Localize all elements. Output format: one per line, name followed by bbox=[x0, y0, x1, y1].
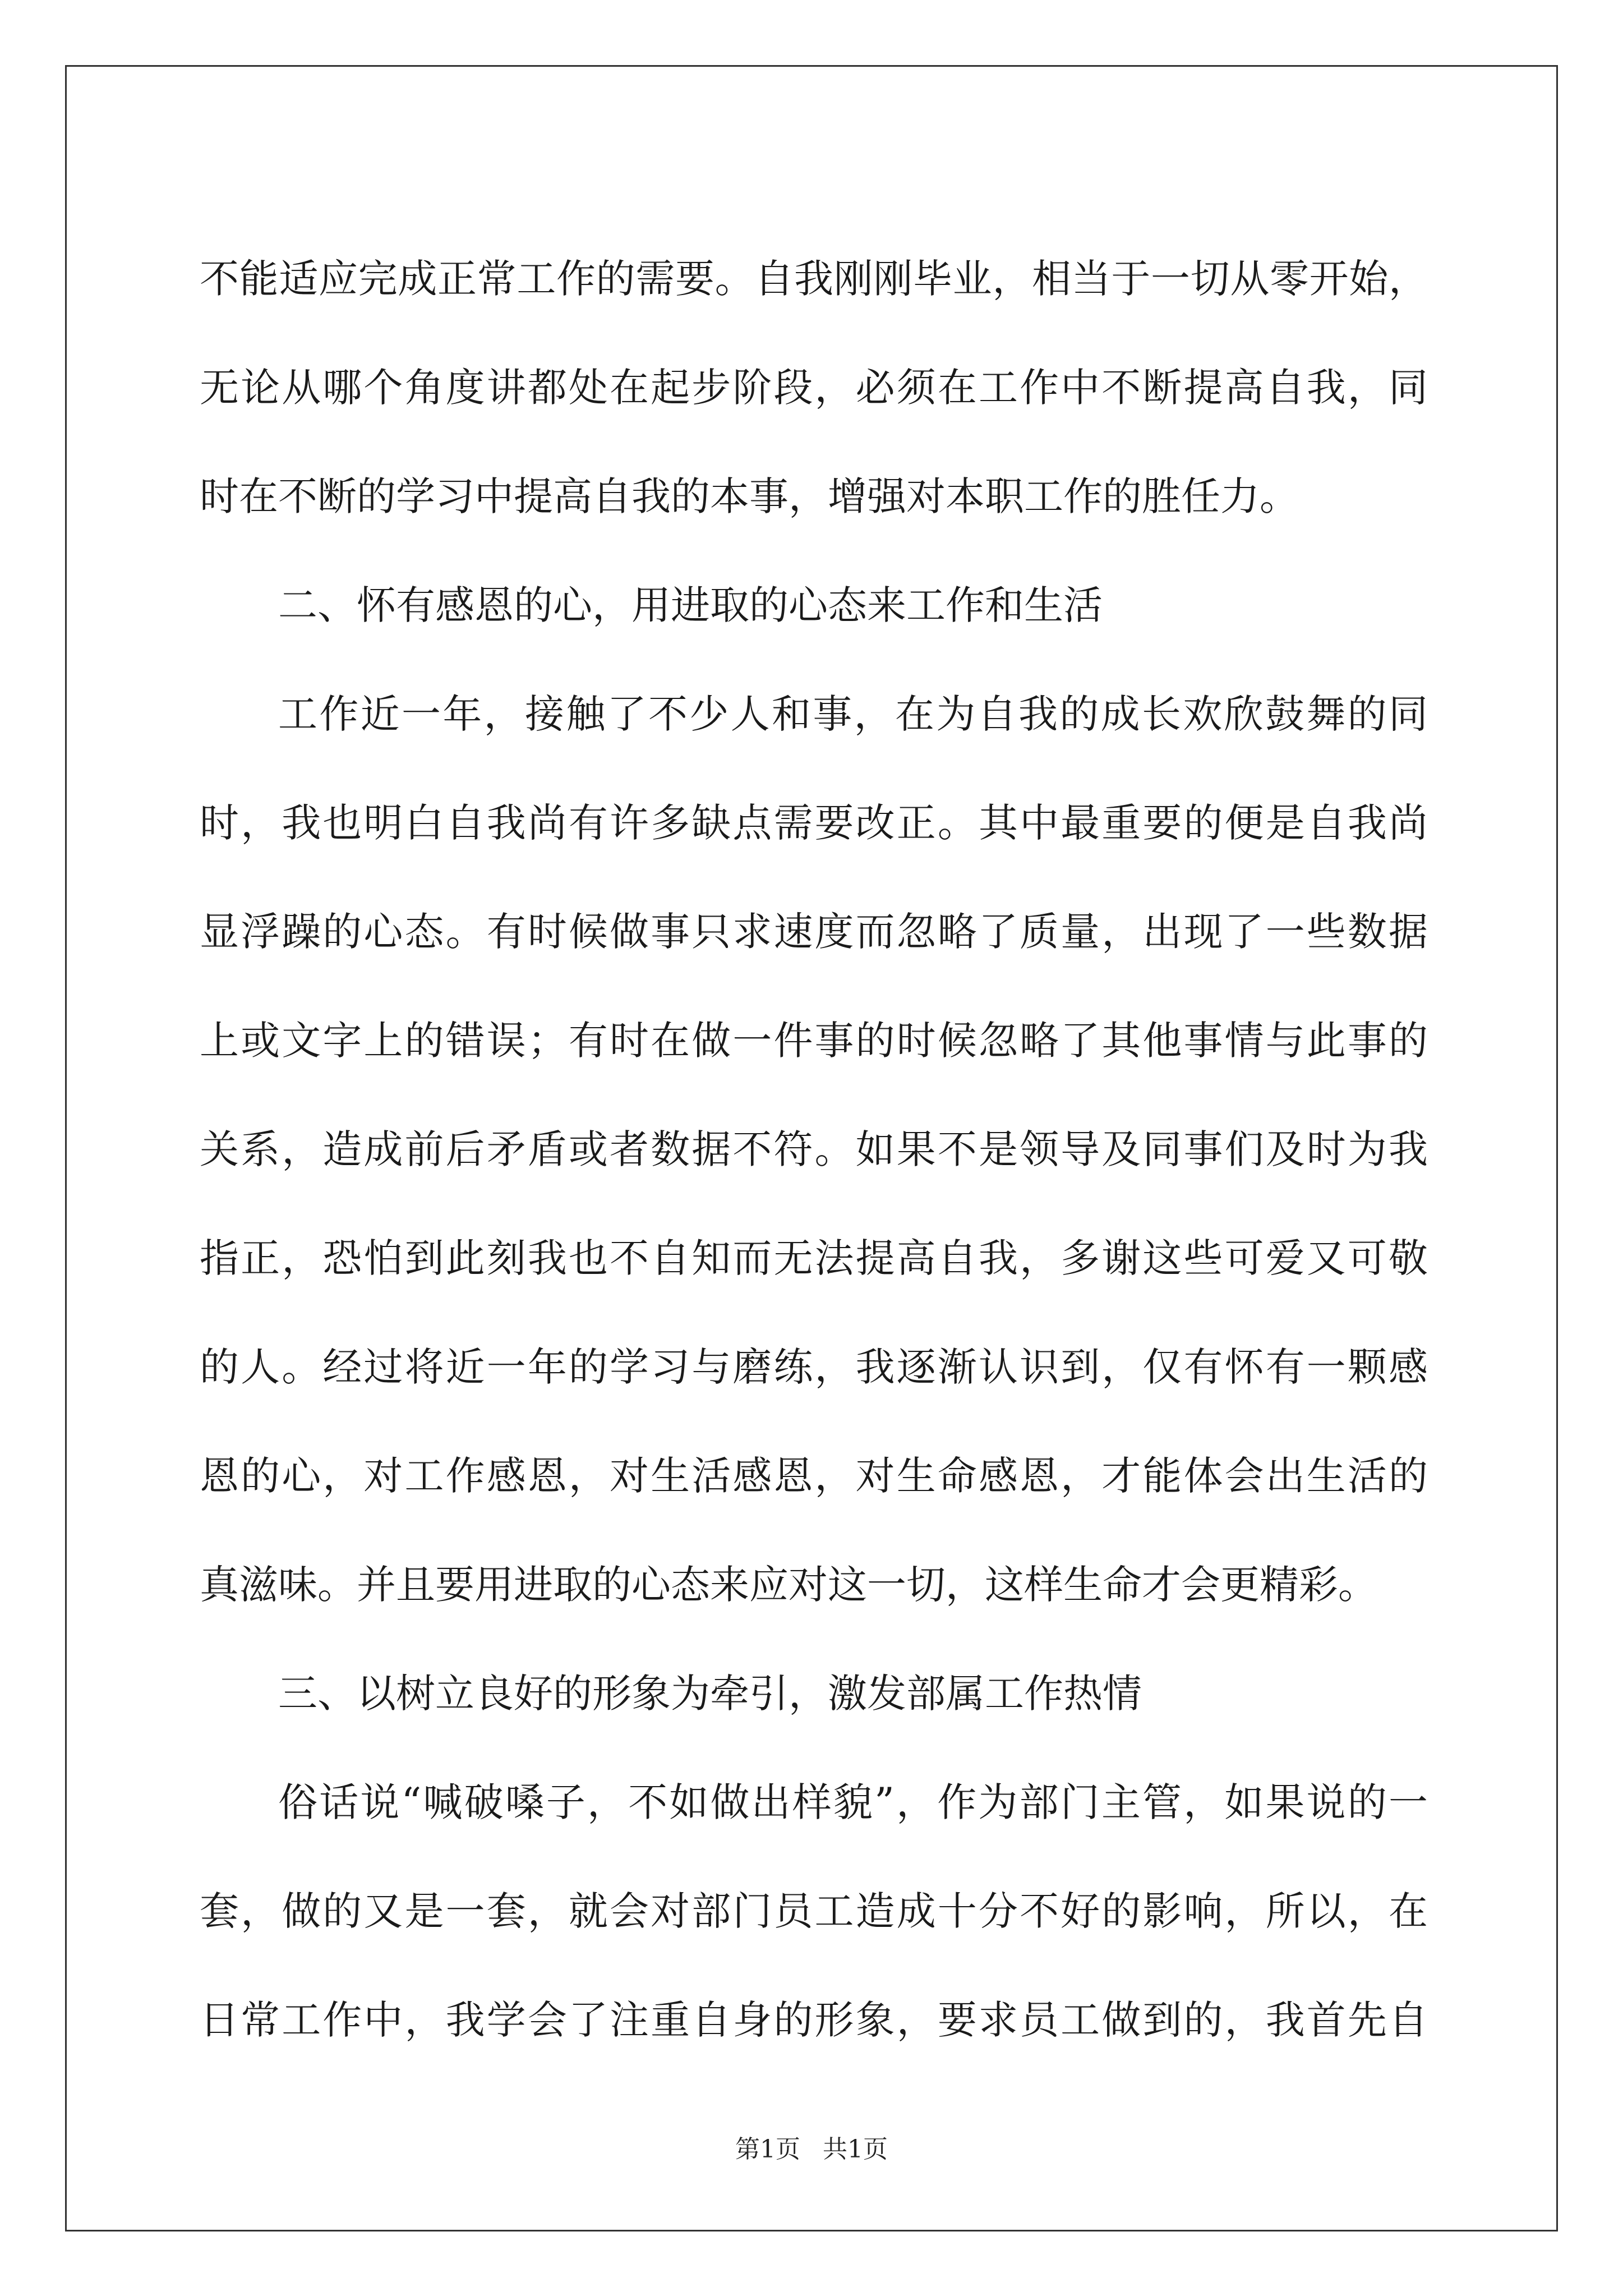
text-line: 关系，造成前后矛盾或者数据不符。如果不是领导及同事们及时为我 bbox=[200, 1126, 1428, 1172]
text-line: 工作近一年，接触了不少人和事，在为自我的成长欢欣鼓舞的同 bbox=[278, 691, 1428, 737]
text-line: 上或文字上的错误；有时在做一件事的时候忽略了其他事情与此事的 bbox=[200, 1018, 1428, 1064]
text-line: 套，做的又是一套，就会对部门员工造成十分不好的影响，所以，在 bbox=[200, 1888, 1428, 1934]
text-line: 时，我也明白自我尚有许多缺点需要改正。其中最重要的便是自我尚 bbox=[200, 800, 1428, 846]
page-footer bbox=[0, 2129, 1623, 2165]
section-heading: 二、怀有感恩的心，用进取的心态来工作和生活 bbox=[278, 582, 1103, 628]
text-line: 真滋味。并且要用进取的心态来应对这一切，这样生命才会更精彩。 bbox=[200, 1562, 1377, 1608]
text-line: 指正，恐怕到此刻我也不自知而无法提高自我，多谢这些可爱又可敬 bbox=[200, 1235, 1428, 1281]
page-total: 共1页 bbox=[823, 2135, 888, 2164]
page-number: 第1页 bbox=[735, 2135, 800, 2164]
text-line: 时在不断的学习中提高自我的本事，增强对本职工作的胜任力。 bbox=[200, 473, 1299, 519]
text-line: 恩的心，对工作感恩，对生活感恩，对生命感恩，才能体会出生活的 bbox=[200, 1453, 1428, 1499]
text-line: 日常工作中，我学会了注重自身的形象，要求员工做到的，我首先自 bbox=[200, 1997, 1428, 2043]
text-line: 显浮躁的心态。有时候做事只求速度而忽略了质量，出现了一些数据 bbox=[200, 909, 1428, 955]
document-body bbox=[200, 224, 1428, 2074]
text-line: 无论从哪个角度讲都处在起步阶段，必须在工作中不断提高自我，同 bbox=[200, 365, 1428, 411]
text-line: 俗话说“喊破嗓子，不如做出样貌”，作为部门主管，如果说的一 bbox=[278, 1779, 1428, 1825]
text-line: 的人。经过将近一年的学习与磨练，我逐渐认识到，仅有怀有一颗感 bbox=[200, 1344, 1428, 1390]
section-heading: 三、以树立良好的形象为牵引，激发部属工作热情 bbox=[278, 1671, 1142, 1717]
text-line: 不能适应完成正常工作的需要。自我刚刚毕业，相当于一切从零开始， bbox=[200, 256, 1428, 302]
